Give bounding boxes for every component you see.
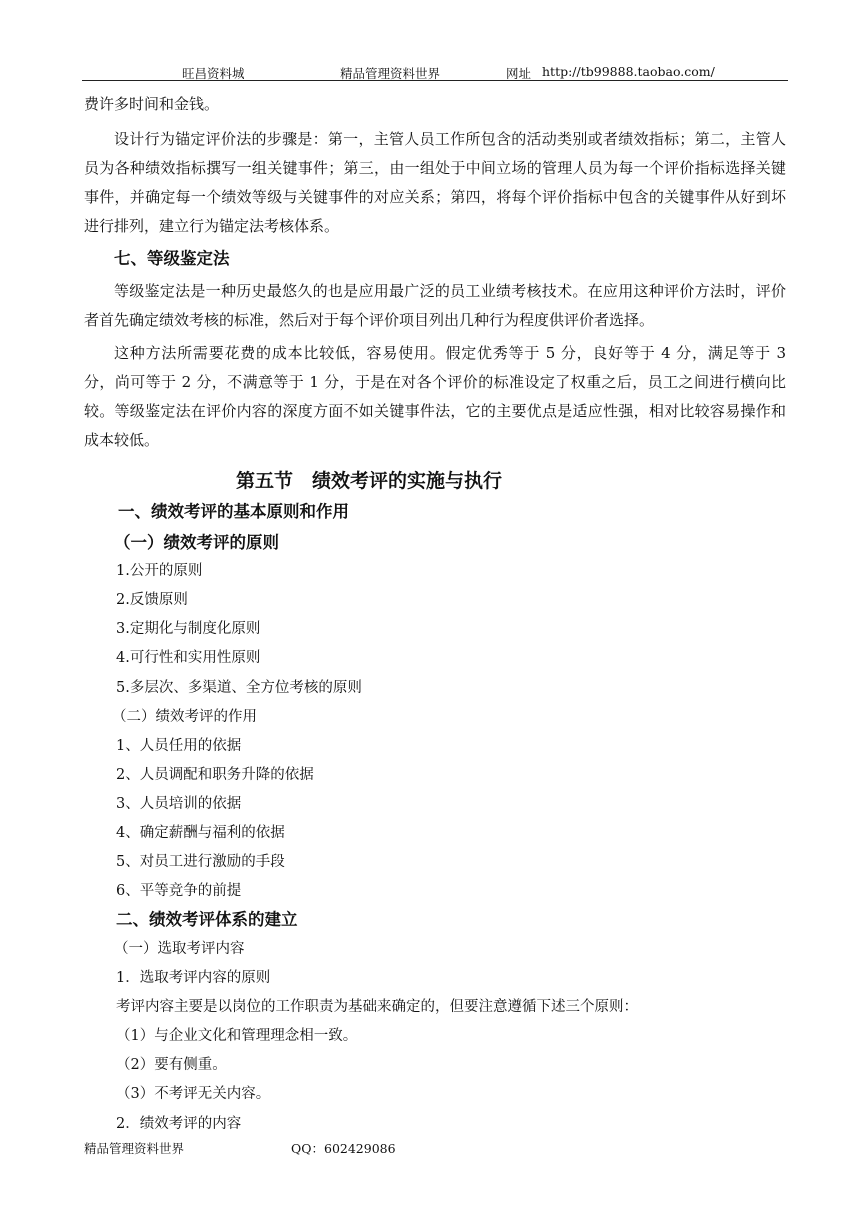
heading-select-content: （一）选取考评内容 — [114, 941, 245, 957]
heading-evaluation-content: 2．绩效考评的内容 — [116, 1116, 242, 1132]
rule-item: （2）要有侧重。 — [116, 1057, 227, 1073]
rule-item: （1）与企业文化和管理理念相一致。 — [116, 1028, 358, 1044]
document-body — [84, 90, 786, 455]
page-header — [82, 60, 788, 81]
heading-principles: （一）绩效考评的原则 — [114, 533, 279, 552]
role-item: 4、确定薪酬与福利的依据 — [116, 825, 285, 841]
principle-item: 3.定期化与制度化原则 — [116, 621, 261, 637]
principle-item: 4.可行性和实用性原则 — [116, 650, 261, 666]
rule-item: （3）不考评无关内容。 — [116, 1086, 271, 1102]
paragraph-3: 等级鉴定法是一种历史最悠久的也是应用最广泛的员工业绩考核技术。在应用这种评价方法时，评价者首先确定绩效考核的标准，然后对于每个评价项目列出几种行为程度供评价者选择。 — [84, 282, 786, 329]
footer-site-name: 精品管理资料世界 — [84, 1141, 185, 1156]
role-item: 3、人员培训的依据 — [116, 796, 242, 812]
paragraph-1: 费许多时间和金钱。 — [84, 95, 220, 113]
principle-item: 5.多层次、多渠道、全方位考核的原则 — [116, 680, 362, 696]
heading-select-principles: 1．选取考评内容的原则 — [116, 970, 271, 986]
section-title: 第五节 绩效考评的实施与执行 — [235, 470, 502, 492]
heading-principles-and-roles: 一、绩效考评的基本原则和作用 — [118, 502, 349, 521]
role-item: 6、平等竞争的前提 — [116, 883, 242, 899]
paragraph-4: 这种方法所需要花费的成本比较低，容易使用。假定优秀等于 5 分，良好等于 4 分，满足等于 3 分，尚可等于 2 分，不满意等于 1 分，于是在对各个评价的标准设定了权重之后，员工之间进行横向比较。等级鉴定法在评价内容的深度方面不如关键事件法，它的主要优点是适应性强，相对比较容易操作和成本较低。 — [84, 344, 786, 449]
header-site-name: 旺昌资料城 — [182, 66, 245, 81]
principle-item: 1.公开的原则 — [116, 563, 203, 579]
header-url-link[interactable]: http://tb99888.taobao.com/ — [542, 64, 715, 79]
heading-grade-method: 七、等级鉴定法 — [114, 249, 230, 268]
footer-qq: QQ：602429086 — [291, 1141, 396, 1156]
header-url-label: 网址 — [506, 66, 532, 81]
role-item: 5、对员工进行激励的手段 — [116, 854, 285, 870]
paragraph-content-basis: 考评内容主要是以岗位的工作职责为基础来确定的，但要注意遵循下述三个原则： — [116, 999, 638, 1015]
heading-roles: （二）绩效考评的作用 — [112, 709, 257, 725]
role-item: 1、人员任用的依据 — [116, 738, 242, 754]
heading-system-build: 二、绩效考评体系的建立 — [116, 910, 298, 929]
header-center-title: 精品管理资料世界 — [340, 66, 441, 81]
principle-item: 2.反馈原则 — [116, 592, 188, 608]
role-item: 2、人员调配和职务升降的依据 — [116, 767, 314, 783]
paragraph-2: 设计行为锚定评价法的步骤是：第一，主管人员工作所包含的活动类别或者绩效指标；第二，主管人员为各种绩效指标撰写一组关键事件；第三，由一组处于中间立场的管理人员为每一个评价指标选择关键事件，并确定每一个绩效等级与关键事件的对应关系；第四，将每个评价指标中包含的关键事件从好到坏进行排列，建立行为锚定法考核体系。 — [84, 130, 786, 235]
